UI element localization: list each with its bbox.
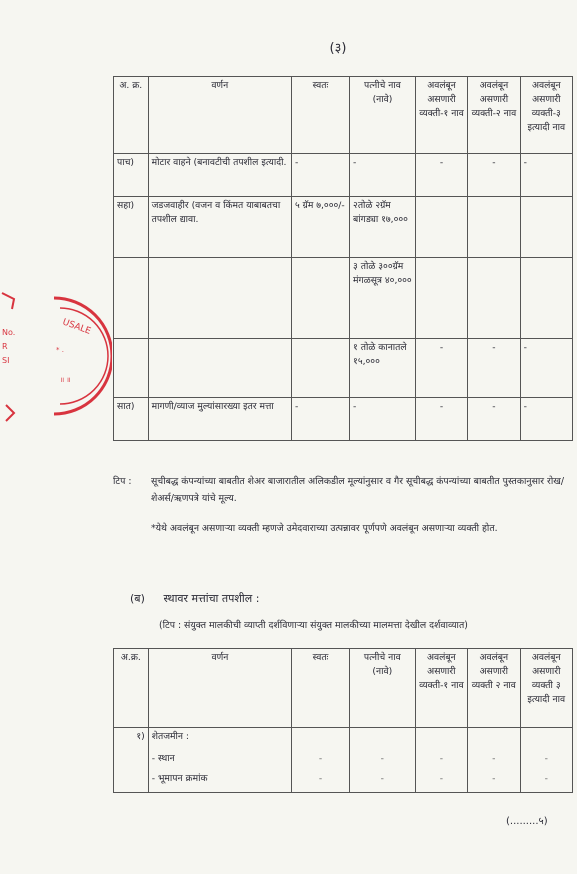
- cell-spouse: २तोळे २ग्रॅम बांगड्या १७,०००: [350, 197, 416, 258]
- col-header-spouse: पत्नीचे नाव (नावे): [349, 649, 415, 728]
- table-row: [114, 197, 573, 258]
- cell-num: १): [114, 728, 149, 793]
- note-text: सूचीबद्ध कंपन्यांच्या बाबतीत शेअर बाजारातील अलिकडील मूल्यांनुसार व गैर सूचीबद्ध कंपन्यांच्या बाबतीत पुस्तकानुसार रोख/शेअर्स/ऋणपत्रे यांचे मूल्य.: [151, 476, 564, 504]
- section-prefix: (ब): [130, 592, 145, 605]
- svg-text:* .: * .: [56, 346, 64, 354]
- row-title: शेतजमीन :: [151, 731, 190, 742]
- cell-spouse: ३ तोळे ३००ग्रॅम मंगळसूत्र ४०,०००: [350, 258, 416, 339]
- sub-survey-number: - भूमापन क्रमांक: [151, 773, 208, 784]
- cell-dep2: [468, 258, 520, 339]
- cell-dep2: [468, 197, 520, 258]
- cell-dep3: [520, 258, 572, 339]
- cell-dep1: -: [415, 398, 467, 441]
- cell-num: [114, 339, 149, 398]
- cell-dep1: -: [415, 339, 467, 398]
- cell-num: सात): [114, 398, 149, 441]
- cell-self: [291, 258, 349, 339]
- col-header-num: अ. क्र.: [114, 77, 149, 154]
- table-header-row: [114, 77, 573, 154]
- cell-spouse: -: [350, 398, 416, 441]
- col-header-self: स्वतः: [292, 649, 350, 728]
- cell-dep2: -: [468, 398, 520, 441]
- table-header-row: [114, 649, 573, 728]
- col-header-dep3: अवलंबून असणारी व्यक्ती ३ इत्यादी नाव: [520, 649, 572, 728]
- page-number: (३): [329, 41, 347, 56]
- dash: -: [318, 753, 323, 764]
- cell-dep1: [415, 728, 467, 793]
- dash: -: [439, 773, 444, 784]
- svg-text:SI: SI: [2, 356, 10, 365]
- svg-text:USALE: USALE: [60, 317, 92, 337]
- cell-dep2: -: [468, 154, 520, 197]
- cell-dep3: -: [520, 339, 572, 398]
- section-title: स्थावर मत्तांचा तपशील :: [163, 592, 260, 605]
- col-header-desc: वर्णन: [148, 77, 291, 154]
- cell-dep1: [415, 258, 467, 339]
- section-heading: [130, 591, 259, 606]
- cell-dep2: -: [468, 339, 520, 398]
- cell-dep1: [415, 197, 467, 258]
- col-header-dep3: अवलंबून असणारी व्यक्ती-३ इत्यादी नाव: [520, 77, 572, 154]
- table-row: [114, 258, 573, 339]
- margin-stamp-fragment: [0, 285, 22, 435]
- cell-desc: मागणी/व्याज मुल्यांसारख्या इतर मत्ता: [148, 398, 291, 441]
- table-row: [114, 339, 573, 398]
- dash: -: [380, 773, 384, 784]
- cell-desc: [148, 728, 291, 793]
- official-seal: [46, 290, 112, 422]
- col-header-desc: वर्णन: [148, 649, 291, 728]
- dash: -: [380, 753, 384, 764]
- col-header-dep2: अवलंबून असणारी व्यक्ती-२ नाव: [468, 77, 520, 154]
- cell-self: [292, 728, 350, 793]
- svg-text:॥ ॥: ॥ ॥: [60, 376, 71, 384]
- table-row: [114, 398, 573, 441]
- note-dependents: *येथे अवलंबून असणाऱ्या व्यक्ती म्हणजे उमेदवाराच्या उत्पन्नावर पूर्णपणे अवलंबून असणाऱ्या व्यक्ती होत.: [151, 523, 498, 534]
- cell-self: [291, 339, 349, 398]
- col-header-dep1: अवलंबून असणारी व्यक्ती-१ नाव: [415, 77, 467, 154]
- note-joint-ownership: (टिप : संयुक्त मालकीची व्याप्ती दर्शविणाऱ्या संयुक्त मालकीच्या मालमत्ता देखील दर्शवाव्यात): [159, 620, 468, 631]
- dash: -: [544, 753, 548, 764]
- cell-desc: [148, 258, 291, 339]
- cell-dep3: [520, 728, 572, 793]
- cell-spouse: १ तोळे कानातले १५,०००: [350, 339, 416, 398]
- dash: -: [439, 753, 444, 764]
- movable-assets-table: [113, 76, 573, 441]
- cell-desc: मोटार वाहने (बनावटीची तपशील इत्यादी.: [148, 154, 291, 197]
- dash: -: [544, 773, 548, 784]
- col-header-num: अ.क्र.: [114, 649, 149, 728]
- col-header-spouse: पत्नीचे नाव (नावे): [350, 77, 416, 154]
- cell-num: [114, 258, 149, 339]
- cell-dep3: -: [520, 398, 572, 441]
- dash: -: [492, 773, 496, 784]
- cell-desc: जडजवाहीर (वजन व किंमत याबाबतचा तपशील द्यावा.: [148, 197, 291, 258]
- cell-desc: [148, 339, 291, 398]
- dash: -: [318, 773, 323, 784]
- cell-dep3: -: [520, 154, 572, 197]
- dash: -: [492, 753, 496, 764]
- cell-dep3: [520, 197, 572, 258]
- sub-location: - स्थान: [151, 753, 175, 764]
- svg-text:R: R: [2, 342, 8, 351]
- col-header-dep1: अवलंबून असणारी व्यक्ती-१ नाव: [415, 649, 467, 728]
- cell-dep2: [468, 728, 520, 793]
- cell-self: -: [291, 398, 349, 441]
- continuation-page-ref: (.........५): [506, 816, 548, 827]
- immovable-assets-table: [113, 648, 573, 793]
- cell-self: -: [291, 154, 349, 197]
- table-row: [114, 728, 573, 793]
- cell-num: सहा): [114, 197, 149, 258]
- note-label: टिप :: [113, 476, 132, 487]
- cell-spouse: [349, 728, 415, 793]
- cell-spouse: -: [350, 154, 416, 197]
- col-header-self: स्वतः: [291, 77, 349, 154]
- svg-text:No.: No.: [2, 328, 16, 337]
- table-row: [114, 154, 573, 197]
- cell-self: ५ ग्रॅम ७,०००/-: [291, 197, 349, 258]
- cell-num: पाच): [114, 154, 149, 197]
- col-header-dep2: अवलंबून असणारी व्यक्ती २ नाव: [468, 649, 520, 728]
- cell-dep1: -: [415, 154, 467, 197]
